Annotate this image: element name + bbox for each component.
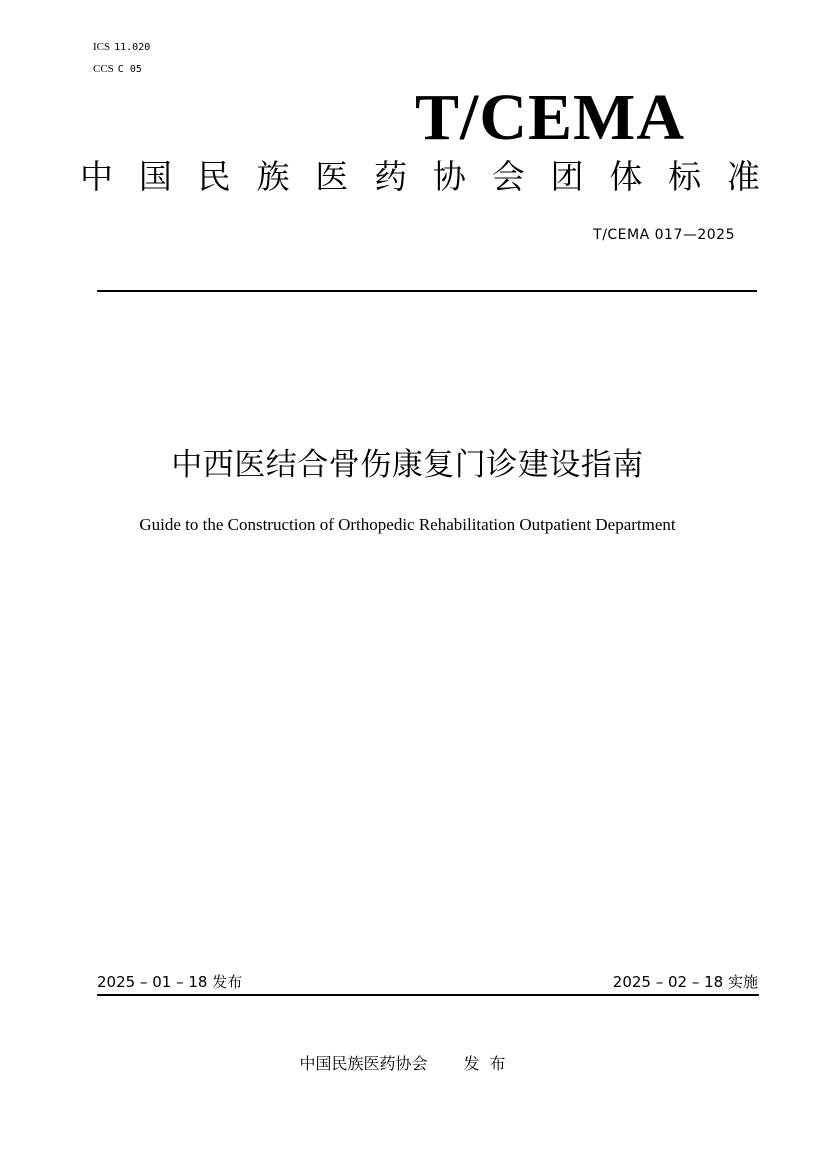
org-title-char: 准 [726, 157, 760, 196]
org-title-char: 会 [491, 157, 525, 196]
document-english-title: Guide to the Construction of Orthopedic Rehabilitation Outpatient Department [139, 515, 676, 534]
ccs-value: C 05 [117, 64, 142, 75]
publisher-line [0, 1052, 815, 1076]
org-standard-title [80, 152, 760, 202]
org-title-char: 标 [668, 157, 702, 196]
org-title-char: 民 [197, 157, 231, 196]
ics-value: 11.020 [114, 42, 151, 53]
ccs-label: CCS [93, 63, 114, 75]
ics-label: ICS [93, 41, 111, 53]
footer-divider [97, 994, 759, 996]
org-title-char: 团 [550, 157, 584, 196]
header-divider [97, 290, 757, 292]
org-title-char: 体 [609, 157, 643, 196]
standard-logo-text: T/CEMA [415, 81, 685, 154]
org-title-char: 中 [80, 157, 113, 196]
document-number: T/CEMA 017—2025 [593, 227, 735, 243]
org-title-char: 国 [138, 157, 172, 196]
publisher-name: 中国民族医药协会 [299, 1054, 428, 1073]
publish-date: 2025 – 01 – 18 发布 [97, 973, 243, 991]
org-title-char: 医 [315, 157, 349, 196]
ics-code [93, 40, 150, 55]
publisher-action: 发布 [463, 1054, 516, 1073]
org-title-char: 协 [432, 157, 466, 196]
ccs-code [93, 62, 142, 77]
document-title: 中西医结合骨伤康复门诊建设指南 [171, 447, 644, 483]
org-title-char: 族 [256, 157, 290, 196]
implementation-date: 2025 – 02 – 18 实施 [612, 973, 758, 991]
org-title-char: 药 [374, 157, 408, 196]
